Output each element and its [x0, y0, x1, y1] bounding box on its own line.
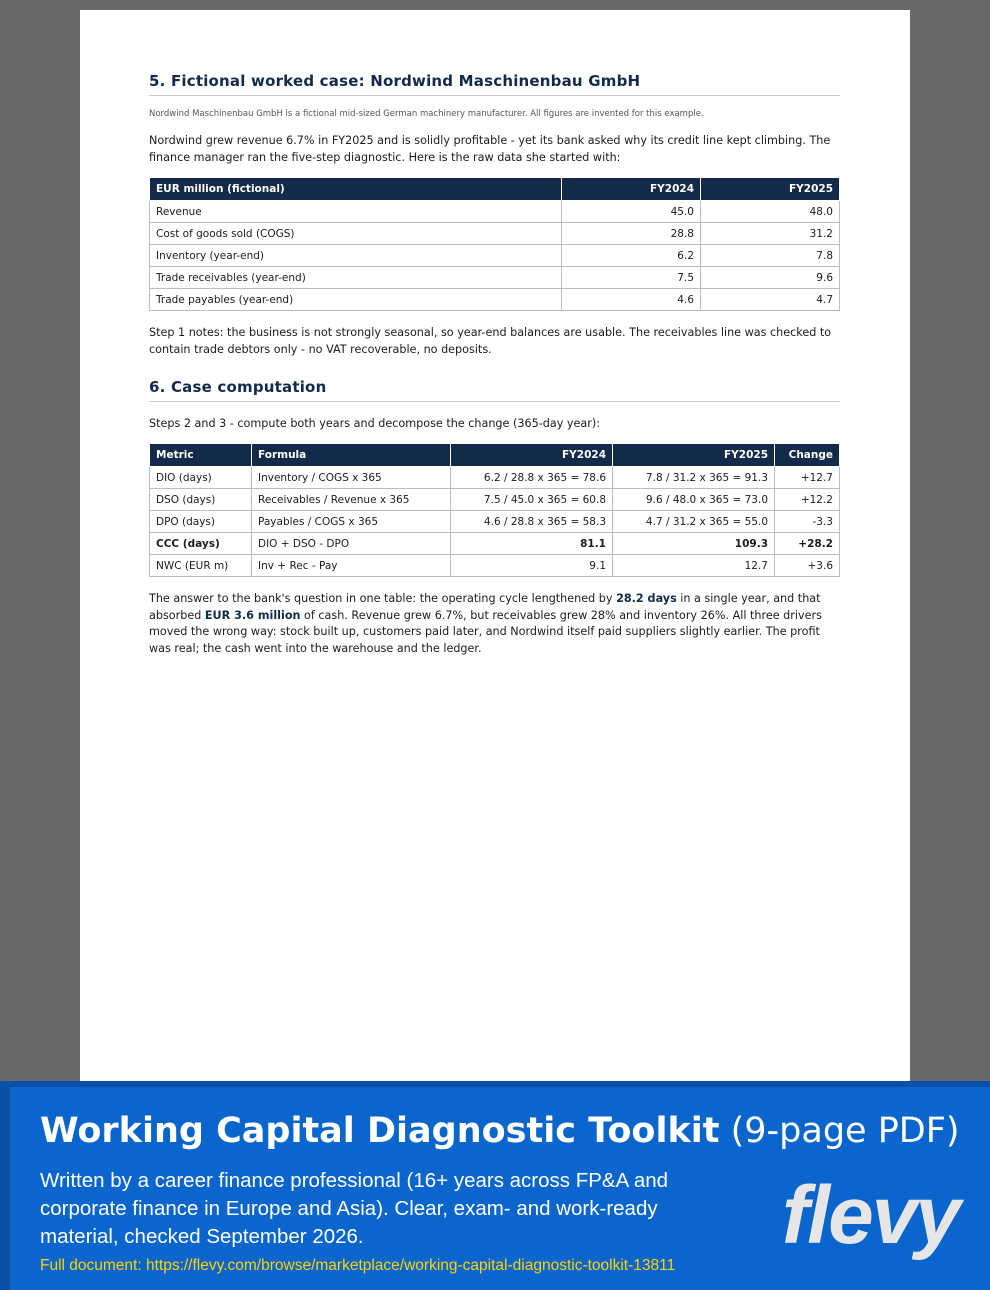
column-header: Metric: [150, 444, 252, 467]
product-format: (9-page PDF): [719, 1111, 960, 1151]
column-header: FY2024: [562, 178, 701, 201]
table-cell: +3.6: [775, 555, 840, 577]
table-row: [150, 245, 840, 267]
product-name: Working Capital Diagnostic Toolkit: [40, 1111, 720, 1151]
table-cell: 4.7 / 31.2 x 365 = 55.0: [613, 511, 775, 533]
step-1-notes: Step 1 notes: the business is not strongly seasonal, so year-end balances are usable. The receivables line was checked to contain trade debtors only - no VAT recoverable, no deposits.: [149, 326, 832, 356]
computation-table: [149, 443, 840, 577]
table-cell: 7.8 / 31.2 x 365 = 91.3: [613, 467, 775, 489]
table-cell: 28.8: [562, 223, 701, 245]
table-row: [150, 467, 840, 489]
table-header-row: [150, 444, 840, 467]
promo-banner: [0, 1081, 990, 1290]
table-cell: Receivables / Revenue x 365: [252, 489, 451, 511]
table-cell: Inventory (year-end): [150, 245, 562, 267]
table-cell: Cost of goods sold (COGS): [150, 223, 562, 245]
column-header: FY2025: [701, 178, 840, 201]
table-row: [150, 555, 840, 577]
table-cell: 9.6: [701, 267, 840, 289]
document-page: [80, 10, 910, 1081]
table-cell: Payables / COGS x 365: [252, 511, 451, 533]
table-cell: 31.2: [701, 223, 840, 245]
table-header-row: [150, 178, 840, 201]
table-cell: DPO (days): [150, 511, 252, 533]
table-cell: 4.7: [701, 289, 840, 311]
table-cell: 45.0: [562, 201, 701, 223]
column-header: EUR million (fictional): [150, 178, 562, 201]
table-cell: Trade receivables (year-end): [150, 267, 562, 289]
table-cell: Inventory / COGS x 365: [252, 467, 451, 489]
table-cell: 7.5: [562, 267, 701, 289]
document-link[interactable]: Full document: https://flevy.com/browse/marketplace/working-capital-diagnostic-toolkit-13811: [40, 1257, 676, 1274]
section-5-intro: Nordwind grew revenue 6.7% in FY2025 and is solidly profitable - yet its bank asked why its credit line kept climbing. The finance manager ran the five-step diagnostic. Here is the raw data she started with:: [149, 134, 831, 164]
table-cell: 4.6: [562, 289, 701, 311]
ccc-change-highlight: 28.2 days: [616, 592, 677, 605]
column-header: Formula: [252, 444, 451, 467]
table-cell: 81.1: [451, 533, 613, 555]
table-row: [150, 489, 840, 511]
conclusion-text: The answer to the bank's question in one table: the operating cycle lengthened by: [149, 592, 617, 605]
section-6-title: 6. Case computation: [149, 378, 840, 402]
table-cell: 6.2: [562, 245, 701, 267]
table-row: [150, 289, 840, 311]
table-cell: 12.7: [613, 555, 775, 577]
table-cell: Trade payables (year-end): [150, 289, 562, 311]
table-cell: 6.2 / 28.8 x 365 = 78.6: [451, 467, 613, 489]
table-cell: 9.1: [451, 555, 613, 577]
case-conclusion: [149, 591, 840, 657]
conclusion-text: of cash. Revenue grew 6.7%, but receivables grew 28% and inventory 26%. All three drivers moved the wrong way: stock built up, customers paid later, and Nordwind itself paid suppliers slightly earlier. The profit was real; the cash went into the warehouse and the ledger.: [149, 608, 822, 655]
table-cell: 109.3: [613, 533, 775, 555]
flevy-logo: flevy: [782, 1170, 959, 1261]
column-header: FY2025: [613, 444, 775, 467]
table-row: [150, 201, 840, 223]
table-row: [150, 267, 840, 289]
fiction-disclaimer: Nordwind Maschinenbau GmbH is a fictional mid-sized German machinery manufacturer. All figures are invented for this example.: [149, 109, 704, 119]
table-cell: 7.5 / 45.0 x 365 = 60.8: [451, 489, 613, 511]
table-cell: 4.6 / 28.8 x 365 = 58.3: [451, 511, 613, 533]
section-5-title: 5. Fictional worked case: Nordwind Maschinenbau GmbH: [149, 72, 840, 96]
table-cell: Revenue: [150, 201, 562, 223]
table-cell: 48.0: [701, 201, 840, 223]
product-description: Written by a career finance professional (16+ years across FP&A and corporate finance in Europe and Asia). Clear, exam- and work-ready material, checked September 2026.: [40, 1169, 669, 1248]
section-6-intro: Steps 2 and 3 - compute both years and decompose the change (365-day year):: [149, 417, 600, 430]
table-cell: DSO (days): [150, 489, 252, 511]
table-row: [150, 511, 840, 533]
table-cell: DIO + DSO - DPO: [252, 533, 451, 555]
conclusion-text: in a single year, and that absorbed: [149, 592, 821, 622]
table-cell: -3.3: [775, 511, 840, 533]
product-title: [40, 1111, 960, 1151]
promo-banner-panel: [10, 1087, 990, 1290]
raw-data-table: [149, 177, 840, 311]
table-cell: +28.2: [775, 533, 840, 555]
table-cell: 7.8: [701, 245, 840, 267]
table-cell: CCC (days): [150, 533, 252, 555]
column-header: FY2024: [451, 444, 613, 467]
table-cell: NWC (EUR m): [150, 555, 252, 577]
table-cell: DIO (days): [150, 467, 252, 489]
table-cell: Inv + Rec - Pay: [252, 555, 451, 577]
table-row: [150, 223, 840, 245]
column-header: Change: [775, 444, 840, 467]
table-cell: 9.6 / 48.0 x 365 = 73.0: [613, 489, 775, 511]
table-cell: +12.2: [775, 489, 840, 511]
table-cell: +12.7: [775, 467, 840, 489]
cash-absorbed-highlight: EUR 3.6 million: [204, 608, 301, 622]
table-row-total: [150, 533, 840, 555]
